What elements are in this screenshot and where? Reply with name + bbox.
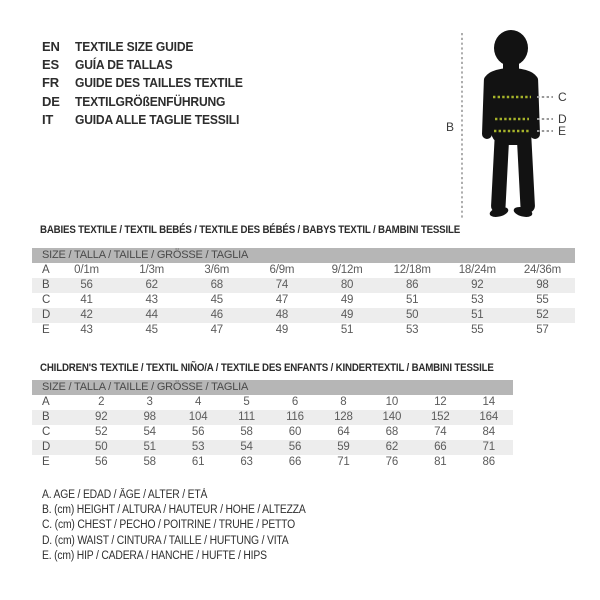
table-cell: 56 <box>191 426 205 438</box>
table-cell: 51 <box>143 441 156 453</box>
table-cell: 50 <box>405 309 419 321</box>
table-row <box>32 308 575 323</box>
table-cell: 44 <box>145 309 158 321</box>
row-label: E <box>42 456 50 468</box>
table-cell: 86 <box>482 456 495 468</box>
table-cell: 43 <box>145 294 158 306</box>
table-cell: 152 <box>430 411 450 423</box>
language-code: ES <box>42 57 59 73</box>
babies-table <box>32 248 575 338</box>
babies-table-title: BABIES TEXTILE / TEXTIL BEBÉS / TEXTILE DES BÉBÉS / BABYS TEXTIL / BAMBINI TESSILE <box>40 224 461 236</box>
table-cell: 92 <box>471 279 484 291</box>
table-cell: 84 <box>482 426 495 438</box>
table-cell: 56 <box>288 441 302 453</box>
table-cell: 9/12m <box>331 264 363 276</box>
table-cell: 71 <box>337 456 350 468</box>
table-cell: 53 <box>471 294 484 306</box>
language-list <box>42 37 255 129</box>
row-label: C <box>42 294 51 306</box>
table-cell: 43 <box>80 324 93 336</box>
table-cell: 10 <box>385 396 399 408</box>
table-cell: 66 <box>288 456 302 468</box>
table-cell: 52 <box>536 309 549 321</box>
table-cell: 98 <box>536 279 549 291</box>
table-cell: 98 <box>143 411 156 423</box>
table-row <box>32 440 513 455</box>
table-cell: 41 <box>80 294 93 306</box>
table-cell: 74 <box>275 279 289 291</box>
table-cell: 54 <box>143 426 156 438</box>
table-cell: 5 <box>243 396 250 408</box>
row-label: B <box>42 411 50 423</box>
table-cell: 14 <box>482 396 495 408</box>
table-cell: 18/24m <box>458 264 496 276</box>
table-cell: 51 <box>405 294 419 306</box>
table-cell: 128 <box>334 411 353 423</box>
table-cell: 68 <box>385 426 399 438</box>
row-label: D <box>42 309 51 321</box>
legend-item: D. (cm) WAIST / CINTURA / TAILLE / HÜFTUNG / VITA <box>42 534 289 547</box>
language-title: GUIDE DES TAILLES TEXTILE <box>75 75 243 91</box>
legend-list <box>42 488 335 564</box>
children-table <box>32 380 513 470</box>
language-title: GUIDA ALLE TAGLIE TESSILI <box>75 112 240 128</box>
row-label: B <box>42 279 50 291</box>
table-row <box>32 425 513 440</box>
language-code: FR <box>42 75 59 91</box>
language-title: TEXTILGRÖßENFÜHRUNG <box>75 93 226 109</box>
table-cell: 3 <box>146 396 153 408</box>
table-cell: 81 <box>434 456 447 468</box>
table-cell: 45 <box>145 324 158 336</box>
table-cell: 64 <box>337 426 350 438</box>
children-table-title: CHILDREN'S TEXTILE / TEXTIL NIÑO/A / TEXTILE DES ENFANTS / KINDERTEXTIL / BAMBINI TESSILE <box>40 362 494 374</box>
legend-item: C. (cm) CHEST / PECHO / POITRINE / TRUHE / PETTO <box>42 519 296 532</box>
table-row <box>32 323 575 338</box>
table-cell: 6 <box>291 396 299 408</box>
language-title: GUÍA DE TALLAS <box>75 57 173 73</box>
table-cell: 49 <box>340 309 354 321</box>
table-cell: 46 <box>210 309 224 321</box>
table-cell: 66 <box>434 441 447 453</box>
table-cell: 164 <box>479 411 499 423</box>
table-cell: 140 <box>382 411 402 423</box>
table-cell: 48 <box>275 309 289 321</box>
table-cell: 86 <box>405 279 419 291</box>
legend-item: E. (cm) HIP / CADERA / HANCHE / HÜFTE / HIPS <box>42 549 267 562</box>
table-cell: 49 <box>340 294 354 306</box>
table-row <box>32 278 575 293</box>
table-row <box>32 395 513 410</box>
table-cell: 42 <box>80 309 93 321</box>
language-row <box>42 37 255 55</box>
table-cell: 51 <box>340 324 354 336</box>
table-cell: 76 <box>385 456 399 468</box>
table-cell: 104 <box>188 411 208 423</box>
table-cell: 12/18m <box>393 264 431 276</box>
language-title: TEXTILE SIZE GUIDE <box>75 38 194 54</box>
table-cell: 4 <box>194 396 202 408</box>
table-cell: 61 <box>191 456 205 468</box>
figure-label-e: E <box>558 124 567 138</box>
table-cell: 52 <box>95 426 108 438</box>
table-row <box>32 455 513 470</box>
table-cell: 74 <box>434 426 447 438</box>
language-code: DE <box>42 93 60 109</box>
row-label: A <box>42 264 50 276</box>
table-cell: 47 <box>275 294 289 306</box>
table-cell: 54 <box>240 441 253 453</box>
table-row <box>32 263 575 278</box>
legend-item: B. (cm) HEIGHT / ALTURA / HAUTEUR / HÖHE / ALTEZZA <box>42 504 306 517</box>
table-cell: 58 <box>143 456 156 468</box>
row-label: E <box>42 324 50 336</box>
language-row <box>42 55 255 73</box>
child-figure <box>425 15 600 233</box>
table-header-bar: SIZE / TALLA / TAILLE / GRÖSSE / TAGLIA <box>32 248 575 263</box>
table-cell: 3/6m <box>204 264 230 276</box>
table-cell: 49 <box>275 324 289 336</box>
table-cell: 56 <box>95 456 108 468</box>
table-cell: 59 <box>337 441 350 453</box>
figure-label-b: B <box>446 120 455 134</box>
table-cell: 71 <box>482 441 495 453</box>
figure-label-c: C <box>558 90 567 104</box>
language-code: IT <box>42 112 54 128</box>
table-cell: 62 <box>145 279 158 291</box>
row-label: C <box>42 426 51 438</box>
table-row <box>32 293 575 308</box>
table-cell: 0/1m <box>74 264 99 276</box>
table-cell: 57 <box>536 324 549 336</box>
language-row <box>42 111 255 129</box>
table-cell: 53 <box>191 441 205 453</box>
table-cell: 51 <box>471 309 484 321</box>
table-cell: 63 <box>240 456 253 468</box>
language-row <box>42 92 255 110</box>
table-cell: 47 <box>210 324 224 336</box>
table-cell: 1/3m <box>139 264 165 276</box>
row-label: A <box>42 396 50 408</box>
table-row <box>32 410 513 425</box>
table-cell: 56 <box>80 279 93 291</box>
table-cell: 24/36m <box>523 264 562 276</box>
table-cell: 92 <box>95 411 108 423</box>
table-cell: 60 <box>288 426 302 438</box>
child-silhouette <box>482 30 540 219</box>
table-cell: 111 <box>238 411 255 423</box>
figure-label-d: D <box>558 112 567 126</box>
language-code: EN <box>42 38 60 54</box>
table-cell: 6/9m <box>269 264 295 276</box>
table-cell: 50 <box>95 441 108 453</box>
table-cell: 53 <box>405 324 419 336</box>
table-cell: 45 <box>210 294 224 306</box>
legend-item: A. AGE / EDAD / ÂGE / ALTER / ETÀ <box>42 489 208 501</box>
table-cell: 55 <box>536 294 549 306</box>
table-cell: 80 <box>340 279 354 291</box>
table-cell: 2 <box>98 396 105 408</box>
table-cell: 58 <box>240 426 253 438</box>
language-row <box>42 74 255 92</box>
table-cell: 12 <box>434 396 447 408</box>
table-cell: 68 <box>210 279 224 291</box>
row-label: D <box>42 441 51 453</box>
table-header-bar: SIZE / TALLA / TAILLE / GRÖSSE / TAGLIA <box>32 380 513 395</box>
table-cell: 62 <box>385 441 399 453</box>
table-cell: 8 <box>340 396 347 408</box>
table-cell: 55 <box>471 324 484 336</box>
table-cell: 116 <box>286 411 304 423</box>
